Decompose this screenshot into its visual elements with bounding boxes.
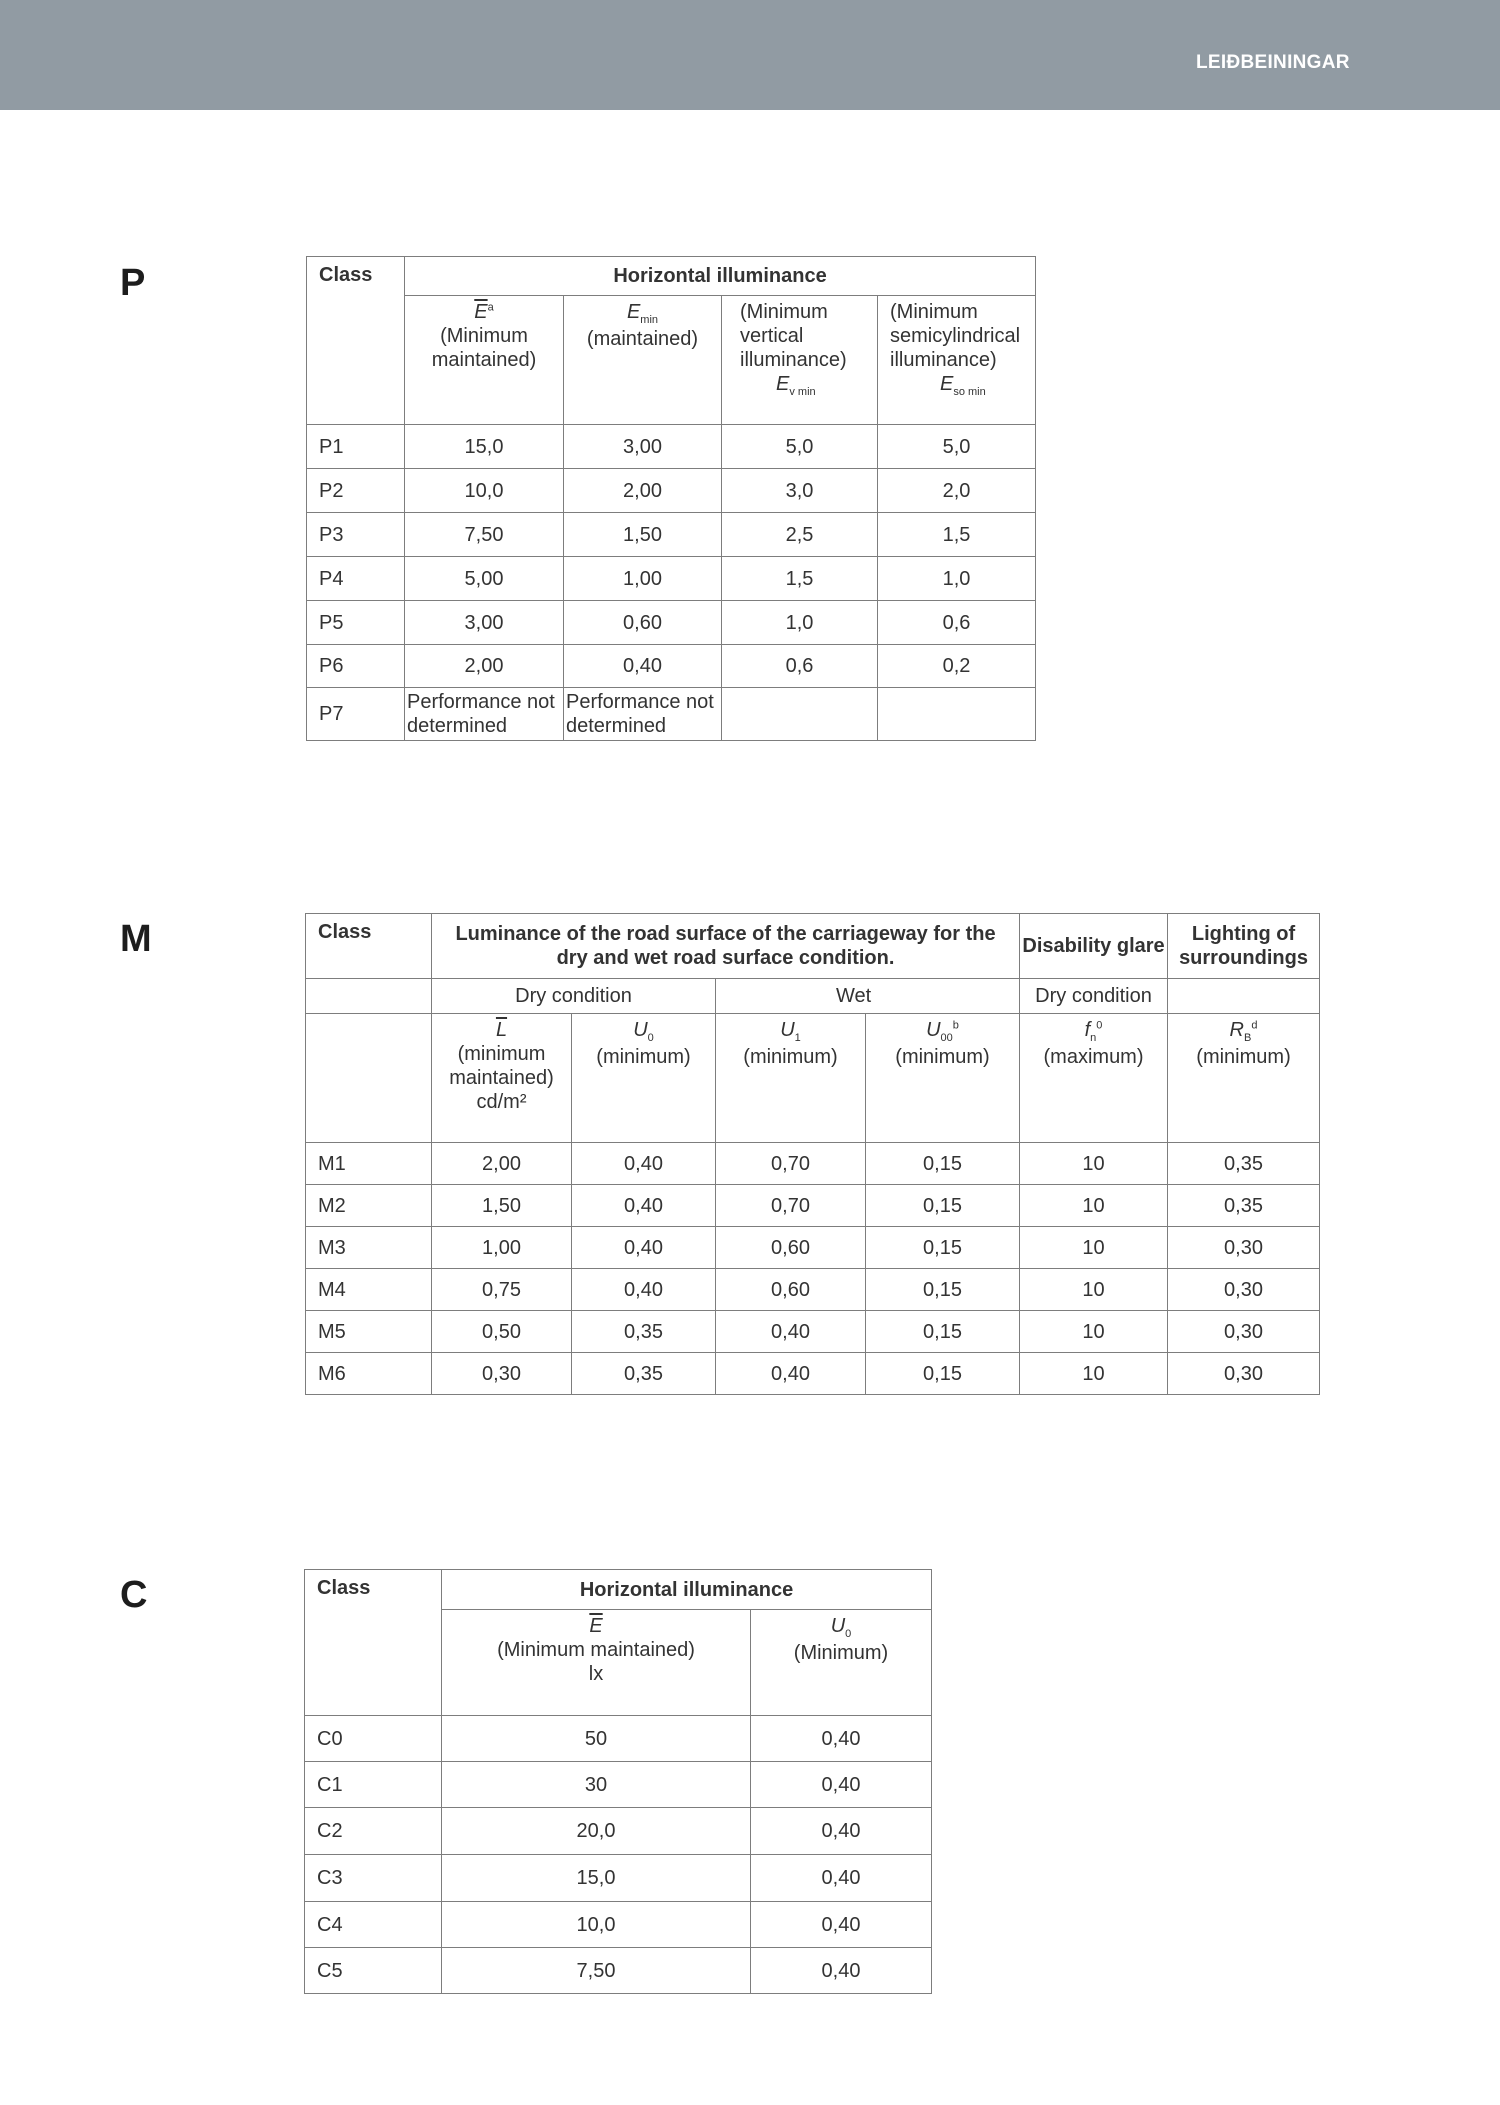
table-row: C5 7,50 0,40 [305,1948,932,1994]
table-row: C2 20,0 0,40 [305,1808,932,1855]
table-row: C0 50 0,40 [305,1716,932,1762]
table-row: P2 10,0 2,00 3,0 2,0 [307,469,1036,513]
lighting-surroundings-header: Lighting of surroundings [1168,914,1320,979]
table-row: C4 10,0 0,40 [305,1902,932,1948]
section-letter-p: P [120,262,146,304]
table-row: M2 1,50 0,40 0,70 0,15 10 0,35 [306,1185,1320,1227]
dry-condition-label: Dry condition [432,979,716,1014]
table-row: C1 30 0,40 [305,1762,932,1808]
table-c [304,1569,932,1994]
table-row: P1 15,0 3,00 5,0 5,0 [307,425,1036,469]
col-header-u1: $U_1$ (minimum) [716,1014,866,1143]
table-row: C3 15,0 0,40 [305,1855,932,1902]
col-header-fn: $f_n^0$ (maximum) [1020,1014,1168,1143]
class-header: Class [306,914,432,979]
col-header-u0: $U_0$ (Minimum) [751,1610,932,1716]
col-header-e-v-min: (Minimum vertical illuminance) $E_{v min}$ [722,296,878,425]
disability-glare-header: Disability glare [1020,914,1168,979]
table-row: M4 0,75 0,40 0,60 0,15 10 0,30 [306,1269,1320,1311]
table-row: M6 0,30 0,35 0,40 0,15 10 0,30 [306,1353,1320,1395]
wet-label: Wet [716,979,1020,1014]
table-row: M5 0,50 0,35 0,40 0,15 10 0,30 [306,1311,1320,1353]
section-letter-c: C [120,1574,148,1616]
table-row: P5 3,00 0,60 1,0 0,6 [307,601,1036,645]
col-header-u00: $U_{00}^b$ (minimum) [866,1014,1020,1143]
col-header-e: $\overline{E}^a$ (Minimum maintained) [405,296,564,425]
col-header-rb: $R_B^d$ (minimum) [1168,1014,1320,1143]
table-row: P6 2,00 0,40 0,6 0,2 [307,645,1036,688]
dry-condition-label-2: Dry condition [1020,979,1168,1014]
col-header-u0: $U_0$ (minimum) [572,1014,716,1143]
group-title: Horizontal illuminance [442,1570,932,1610]
group-title: Luminance of the road surface of the carriageway for the dry and wet road surface condition. [432,914,1020,979]
class-header: Class [307,257,405,425]
col-header-l: $\overline{L}$ (minimum maintained) cd/m² [432,1014,572,1143]
col-header-e-so-min: (Minimum semicylindrical illuminance) $E_{so min}$ [878,296,1036,425]
table-row: P7 Performance not determined Performance not determined [307,688,1036,741]
header-label: LEIÐBEININGAR [1196,52,1350,73]
table-row: M1 2,00 0,40 0,70 0,15 10 0,35 [306,1143,1320,1185]
table-row: P3 7,50 1,50 2,5 1,5 [307,513,1036,557]
section-letter-m: M [120,918,152,960]
table-row: P4 5,00 1,00 1,5 1,0 [307,557,1036,601]
table-p [306,256,1036,741]
class-header: Class [305,1570,442,1716]
group-title: Horizontal illuminance [405,257,1036,296]
col-header-e: $\overline{E}$ (Minimum maintained) lx [442,1610,751,1716]
col-header-e-min: $E_{min}$ (maintained) [564,296,722,425]
table-m [305,913,1320,1395]
table-row: M3 1,00 0,40 0,60 0,15 10 0,30 [306,1227,1320,1269]
